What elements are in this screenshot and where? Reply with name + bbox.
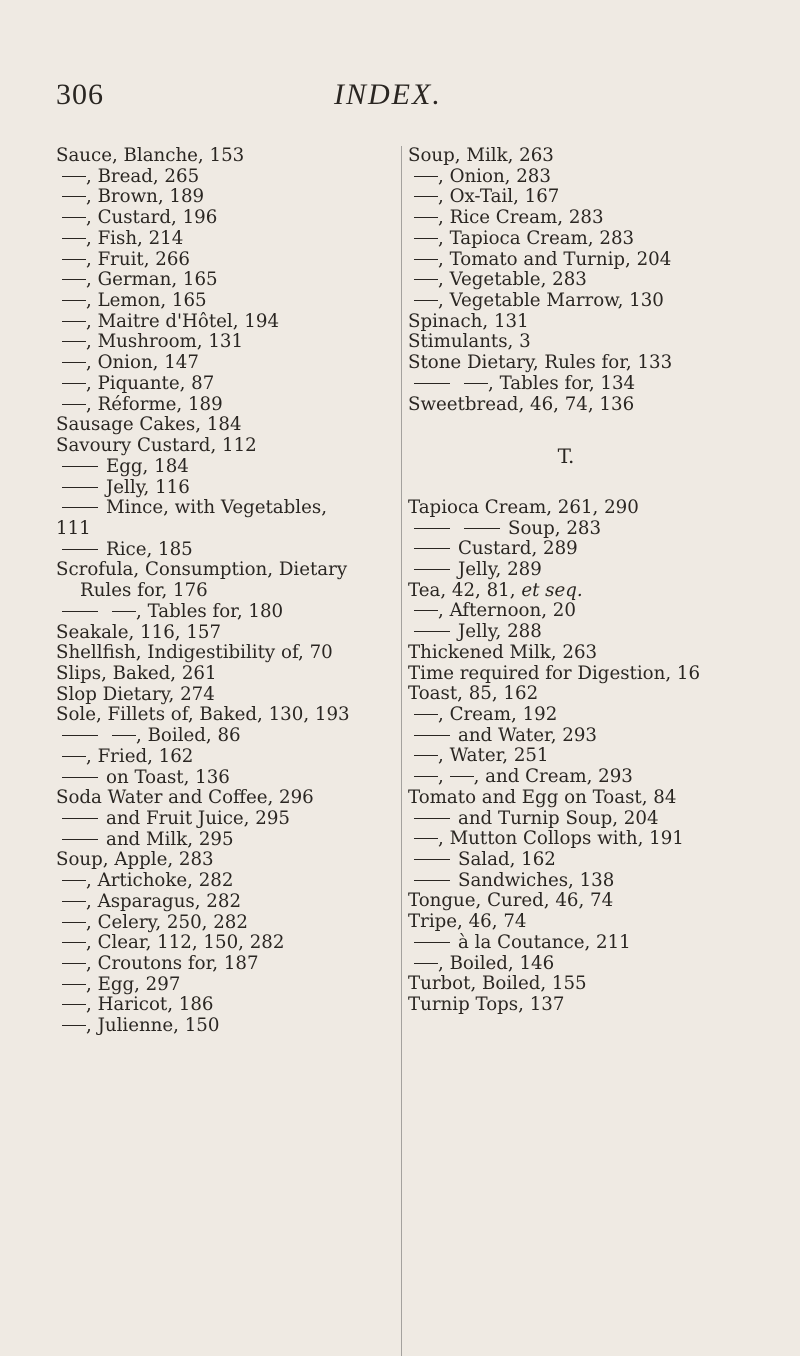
index-entry-text: Soup, Apple, 283 — [56, 849, 214, 871]
ditto-dash — [464, 528, 500, 529]
index-entry — [56, 850, 401, 871]
index-entry — [408, 974, 748, 995]
ditto-dash — [62, 735, 98, 736]
ditto-dash — [414, 838, 438, 839]
ditto-dash — [62, 196, 86, 197]
index-entry — [56, 747, 401, 768]
index-entry — [408, 498, 748, 519]
index-entry-text: , Fruit, 266 — [86, 248, 190, 270]
ditto-dash — [62, 549, 98, 550]
index-entry — [56, 374, 401, 395]
ditto-dash — [62, 611, 98, 612]
index-entry-text: , Egg, 297 — [86, 973, 181, 995]
index-entry-text: , German, 165 — [86, 269, 218, 291]
index-entry — [56, 954, 401, 975]
ditto-dash — [414, 279, 438, 280]
index-entry — [56, 208, 401, 229]
index-entry — [56, 705, 401, 726]
ditto-dash — [62, 1004, 86, 1005]
ditto-dash — [414, 755, 438, 756]
index-column-right — [408, 146, 748, 1016]
index-entry-text: , Bread, 265 — [86, 165, 200, 187]
index-entry — [56, 809, 401, 830]
index-group-s-continued — [408, 146, 748, 415]
ditto-dash — [62, 259, 86, 260]
ditto-dash — [62, 818, 98, 819]
index-entry — [56, 250, 401, 271]
index-entry — [56, 312, 401, 333]
index-entry — [56, 830, 401, 851]
index-entry — [408, 581, 748, 602]
index-entry — [408, 850, 748, 871]
index-entry — [56, 788, 401, 809]
index-entry-text: , Réforme, 189 — [86, 393, 223, 415]
index-entry-text: , Clear, 112, 150, 282 — [86, 932, 285, 954]
index-entry-text: Tea, 42, 81, et seq. — [408, 579, 583, 601]
index-entry-text: , Maitre d'Hôtel, 194 — [86, 310, 280, 332]
index-entry-text: 111 — [56, 517, 91, 539]
index-entry-text: , Tomato and Turnip, 204 — [438, 248, 672, 270]
ditto-dash — [414, 963, 438, 964]
index-entry-text: , Fried, 162 — [86, 745, 194, 767]
index-entry — [56, 167, 401, 188]
ditto-dash — [414, 569, 450, 570]
index-entry — [408, 871, 748, 892]
index-entry-text: Turnip Tops, 137 — [408, 994, 565, 1016]
ditto-dash — [414, 238, 438, 239]
section-spacer — [408, 415, 748, 436]
index-entry — [56, 229, 401, 250]
ditto-dash — [62, 507, 98, 508]
index-group-t — [408, 498, 748, 1016]
index-entry — [56, 353, 401, 374]
ditto-dash — [414, 859, 450, 860]
ditto-dash — [414, 259, 438, 260]
index-entry-text: , Vegetable, 283 — [438, 269, 587, 291]
index-entry — [56, 270, 401, 291]
index-entry-text: Spinach, 131 — [408, 310, 529, 332]
ditto-dash — [414, 528, 450, 529]
ditto-dash — [414, 714, 438, 715]
ditto-dash — [414, 880, 450, 881]
index-entry-text: Egg, 184 — [106, 455, 189, 477]
index-entry — [408, 809, 748, 830]
index-entry-text: Sandwiches, 138 — [458, 869, 615, 891]
index-entry-text: , Custard, 196 — [86, 207, 218, 229]
index-entry-text: , Ox-Tail, 167 — [438, 186, 560, 208]
index-entry-text: Turbot, Boiled, 155 — [408, 973, 587, 995]
index-entry-text: , Artichoke, 282 — [86, 870, 234, 892]
index-entry — [56, 643, 401, 664]
index-entry — [56, 664, 401, 685]
index-entry-text: Time required for Digestion, 16 — [408, 662, 701, 684]
index-entry-text: Seakale, 116, 157 — [56, 621, 222, 643]
ditto-dash — [62, 300, 86, 301]
index-entry-text: , Brown, 189 — [86, 186, 205, 208]
index-entry — [56, 685, 401, 706]
ditto-dash — [62, 963, 86, 964]
index-entry — [408, 829, 748, 850]
ditto-dash — [414, 176, 438, 177]
index-entry — [408, 208, 748, 229]
index-entry-text: , Tables for, 134 — [488, 372, 636, 394]
ditto-dash — [62, 321, 86, 322]
index-entry-text: , Vegetable Marrow, 130 — [438, 290, 664, 312]
ditto-dash — [464, 383, 488, 384]
index-entry-text: Toast, 85, 162 — [408, 683, 539, 705]
ditto-dash — [62, 756, 86, 757]
index-entry — [56, 498, 401, 519]
index-entry — [408, 995, 748, 1016]
index-entry — [56, 892, 401, 913]
index-entry-text: Soda Water and Coffee, 296 — [56, 787, 314, 809]
index-entry-text: Savoury Custard, 112 — [56, 435, 257, 457]
index-entry — [408, 622, 748, 643]
index-entry — [408, 519, 748, 540]
index-entry-text: Salad, 162 — [458, 849, 556, 870]
ditto-dash — [414, 818, 450, 819]
index-entry-text: Jelly, 289 — [458, 558, 542, 580]
index-entry-text: , Tapioca Cream, 283 — [438, 227, 635, 249]
index-entry-text: Custard, 289 — [458, 538, 578, 560]
index-entry — [408, 601, 748, 622]
index-entry-text: , Onion, 147 — [86, 352, 199, 374]
index-entry: , , and Cream, 293 — [408, 767, 748, 788]
index-entry — [56, 291, 401, 312]
ditto-dash — [62, 487, 98, 488]
index-entry — [56, 623, 401, 644]
ditto-dash — [450, 776, 474, 777]
ditto-dash — [62, 176, 86, 177]
index-entry-text: , Rice Cream, 283 — [438, 207, 604, 229]
ditto-dash — [414, 383, 450, 384]
ditto-dash — [414, 942, 450, 943]
index-entry — [408, 788, 748, 809]
index-entry-text: , Julienne, 150 — [86, 1015, 220, 1037]
ditto-dash — [62, 362, 86, 363]
index-entry — [408, 912, 748, 933]
index-entry-text: Slop Dietary, 274 — [56, 683, 215, 705]
ditto-dash — [414, 196, 438, 197]
index-entry — [56, 913, 401, 934]
index-entry-text: Shellfish, Indigestibility of, 70 — [56, 642, 333, 664]
index-entry — [408, 684, 748, 705]
ditto-dash — [414, 776, 438, 777]
index-entry — [408, 229, 748, 250]
ditto-dash — [62, 383, 86, 384]
index-entry-text: Mince, with Vegetables, — [106, 497, 327, 519]
index-entry-text: , Lemon, 165 — [86, 290, 207, 312]
index-entry — [56, 995, 401, 1016]
ditto-dash — [62, 404, 86, 405]
index-entry — [408, 167, 748, 188]
index-entry — [408, 270, 748, 291]
index-entry — [408, 353, 748, 374]
index-entry-text: , Mutton Collops with, 191 — [438, 828, 684, 850]
index-entry-text: , Piquante, 87 — [86, 372, 215, 394]
ditto-dash — [112, 611, 136, 612]
section-letter: T. — [557, 444, 575, 469]
index-entry — [56, 187, 401, 208]
index-entry-text: Sausage Cakes, 184 — [56, 414, 242, 436]
index-entry-text: Sweetbread, 46, 74, 136 — [408, 393, 635, 415]
index-entry-text: Tapioca Cream, 261, 290 — [408, 496, 639, 518]
index-entry-text: , Asparagus, 282 — [86, 890, 242, 912]
index-entry-text: , Tables for, 180 — [136, 600, 284, 622]
index-entry — [56, 519, 401, 540]
index-entry-text: and Turnip Soup, 204 — [458, 807, 659, 829]
index-entry-text: Tongue, Cured, 46, 74 — [408, 890, 614, 912]
index-entry — [408, 664, 748, 685]
ditto-dash — [414, 610, 438, 611]
index-entry-text: and Fruit Juice, 295 — [106, 808, 290, 829]
ditto-dash — [62, 279, 86, 280]
index-entry-text: , and Cream, 293 — [473, 766, 633, 788]
index-entry — [408, 395, 748, 416]
index-entry-text: , Boiled, 146 — [438, 952, 555, 974]
index-entry-text: Slips, Baked, 261 — [56, 662, 217, 684]
index-entry-text: Jelly, 288 — [458, 621, 542, 643]
index-entry-text: , Boiled, 86 — [136, 725, 241, 747]
index-entry — [408, 187, 748, 208]
ditto-dash — [62, 984, 86, 985]
index-entry-text: and Water, 293 — [458, 724, 597, 746]
index-entry — [408, 374, 748, 395]
index-entry — [56, 457, 401, 478]
ditto-dash — [62, 901, 86, 902]
index-entry — [408, 250, 748, 271]
index-entry — [408, 933, 748, 954]
index-entry — [56, 415, 401, 436]
ditto-dash — [62, 839, 98, 840]
ditto-dash — [414, 631, 450, 632]
ditto-dash — [414, 217, 438, 218]
index-entry-text: Thickened Milk, 263 — [408, 641, 598, 663]
index-entry — [56, 933, 401, 954]
ditto-dash — [62, 880, 86, 881]
ditto-dash — [62, 341, 86, 342]
ditto-dash — [414, 300, 438, 301]
ditto-dash — [62, 777, 98, 778]
index-entry-text: and Milk, 295 — [106, 828, 234, 850]
ditto-dash — [62, 942, 86, 943]
index-entry — [56, 581, 401, 602]
ditto-dash — [62, 217, 86, 218]
index-entry-text: , Afternoon, 20 — [438, 600, 576, 622]
index-entry — [56, 726, 401, 747]
ditto-dash — [62, 238, 86, 239]
page-header — [0, 78, 800, 118]
index-entry — [408, 312, 748, 333]
index-entry — [56, 975, 401, 996]
index-entry — [56, 768, 401, 789]
index-entry — [408, 539, 748, 560]
running-title: INDEX. — [334, 78, 442, 111]
index-entry-text: Scrofula, Consumption, Dietary — [56, 559, 348, 581]
index-entry — [408, 332, 748, 353]
index-column-left — [56, 146, 401, 1037]
index-entry — [56, 560, 401, 581]
ditto-dash — [62, 1025, 86, 1026]
section-spacer — [408, 477, 748, 498]
index-entry — [408, 291, 748, 312]
column-divider — [401, 146, 402, 1356]
ditto-dash — [112, 735, 136, 736]
index-entry-text: , Onion, 283 — [438, 165, 551, 187]
index-entry-text: à la Coutance, 211 — [458, 931, 631, 953]
index-entry — [56, 436, 401, 457]
index-entry — [56, 146, 401, 167]
index-entry-text: , Mushroom, 131 — [86, 331, 244, 353]
index-entry — [56, 478, 401, 499]
index-entry-text: Soup, 283 — [508, 517, 602, 539]
index-entry — [56, 871, 401, 892]
ditto-dash — [62, 922, 86, 923]
index-entry — [56, 540, 401, 561]
index-entry — [408, 726, 748, 747]
ditto-dash — [414, 548, 450, 549]
index-entry — [56, 602, 401, 623]
index-entry-text: , Haricot, 186 — [86, 994, 214, 1016]
index-entry-text: Stimulants, 3 — [408, 331, 531, 353]
index-entry — [408, 746, 748, 767]
index-entry — [408, 954, 748, 975]
index-entry — [56, 1016, 401, 1037]
index-entry — [408, 891, 748, 912]
index-entry — [408, 705, 748, 726]
index-entry-text: , Cream, 192 — [438, 703, 558, 725]
index-entry — [56, 395, 401, 416]
index-entry-text: Rules for, 176 — [80, 580, 208, 602]
index-entry-text: Jelly, 116 — [106, 476, 190, 498]
index-entry-text: on Toast, 136 — [106, 766, 230, 788]
index-entry-text: Soup, Milk, 263 — [408, 145, 554, 166]
index-entry — [408, 643, 748, 664]
index-entry-text: , Celery, 250, 282 — [86, 911, 248, 933]
index-entry-text: Tomato and Egg on Toast, 84 — [408, 786, 677, 808]
index-entry-text: Sole, Fillets of, Baked, 130, 193 — [56, 704, 350, 726]
index-entry-text: Stone Dietary, Rules for, 133 — [408, 352, 673, 374]
index-entry-text: , Fish, 214 — [86, 227, 184, 249]
page-number: 306 — [56, 78, 104, 111]
index-entry — [408, 146, 748, 167]
ditto-dash — [414, 735, 450, 736]
index-entry-text: Sauce, Blanche, 153 — [56, 145, 245, 166]
index-entry — [56, 332, 401, 353]
ditto-dash — [62, 466, 98, 467]
index-entry — [408, 560, 748, 581]
index-entry-text: , Croutons for, 187 — [86, 953, 259, 975]
index-entry-text: , Water, 251 — [438, 745, 549, 767]
index-entry-text: Rice, 185 — [106, 538, 193, 560]
index-entry-text: Tripe, 46, 74 — [408, 911, 527, 933]
